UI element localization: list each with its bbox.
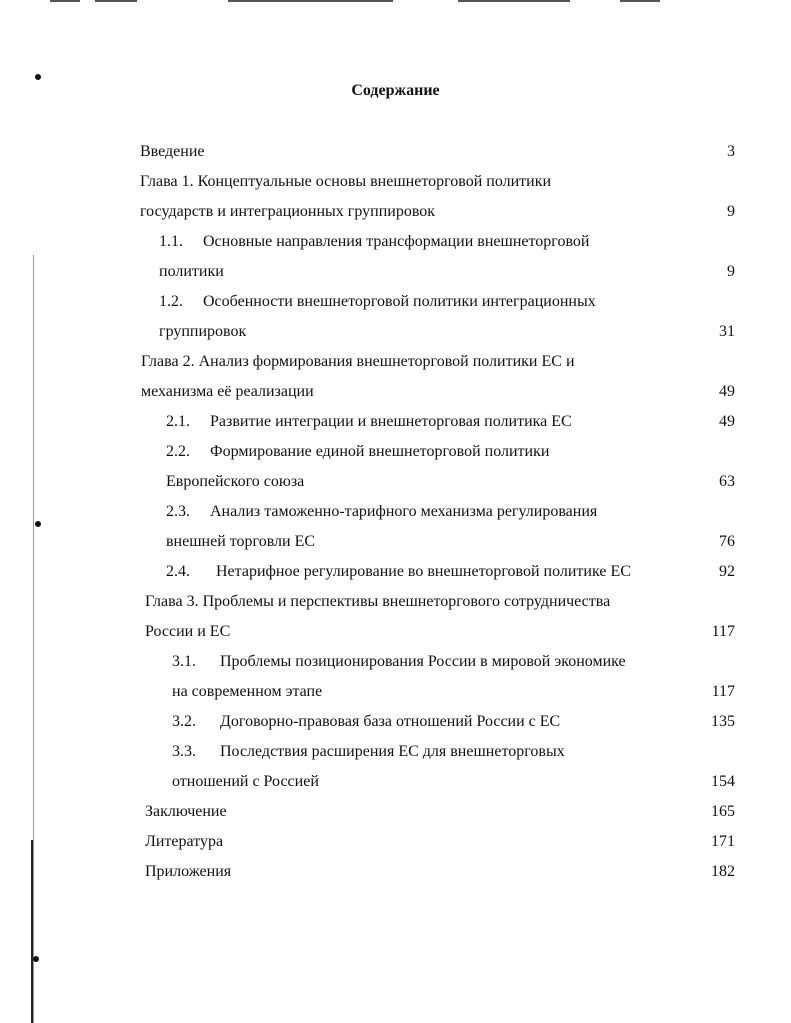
scan-edge-mark [228,0,393,2]
toc-text: Заключение [145,803,227,820]
toc-page-number: 49 [719,413,735,430]
toc-line [0,561,791,583]
toc-text: Особенности внешнеторговой политики интеграционных [203,293,596,310]
toc-section-code: 2.4. [166,563,190,580]
toc-page-number: 135 [711,713,735,730]
toc-section-code: 3.3. [172,743,196,760]
toc-line [0,861,791,883]
toc-text: на современном этапе [172,683,323,700]
toc-page-number: 182 [711,863,735,880]
scan-edge-mark [458,0,570,2]
toc-text: Основные направления трансформации внешнеторговой [203,233,590,250]
toc-page-number: 9 [727,203,735,220]
toc-line [0,681,791,703]
toc-line [0,201,791,223]
toc-text: Формирование единой внешнеторговой политики [210,443,550,460]
toc-text: Глава 1. Концептуальные основы внешнеторговой политики [140,173,552,190]
toc-section-code: 3.2. [172,713,196,730]
toc-page-number: 154 [711,773,735,790]
toc-text: Последствия расширения ЕС для внешнеторговых [220,743,565,760]
toc-page-number: 165 [711,803,735,820]
toc-line [0,141,791,163]
toc-page-number: 31 [719,323,735,340]
toc-text: Развитие интеграции и внешнеторговая политика ЕС [210,413,572,430]
toc-text: группировок [159,323,247,340]
toc-text: Литература [145,833,224,850]
toc-line [0,501,791,523]
toc-page-number: 171 [711,833,735,850]
toc-line [0,411,791,433]
toc-text: Проблемы позиционирования России в мировой экономике [220,653,626,670]
toc-line [0,831,791,853]
toc-section-code: 1.1. [159,233,183,250]
toc-line [0,231,791,253]
toc-line [0,471,791,493]
toc-line [0,291,791,313]
toc-text: Глава 3. Проблемы и перспективы внешнеторгового сотрудничества [145,593,611,610]
page-title: Содержание [351,82,440,99]
toc-line [0,441,791,463]
toc-text: Приложения [145,863,232,880]
toc-page-number: 117 [711,623,735,640]
toc-line [0,741,791,763]
toc-section-code: 2.1. [166,413,190,430]
toc-page-number: 63 [719,473,735,490]
toc-page-number: 92 [719,563,735,580]
toc-page-number: 49 [719,383,735,400]
toc-line [0,651,791,673]
toc-line [0,531,791,553]
scan-edge-mark [50,0,80,2]
toc-line [0,591,791,613]
toc-line [0,171,791,193]
toc-section-code: 1.2. [159,293,183,310]
toc-line [0,321,791,343]
toc-line [0,771,791,793]
toc-text: отношений с Россией [172,773,319,790]
punch-hole [33,956,39,962]
toc-text: политики [159,263,224,280]
toc-line [0,621,791,643]
toc-page-number: 76 [719,533,735,550]
toc-section-code: 2.2. [166,443,190,460]
toc-text: Анализ таможенно-тарифного механизма регулирования [210,503,598,520]
toc-line [0,381,791,403]
toc-text: Европейского союза [166,473,305,490]
scan-edge-mark [95,0,137,2]
toc-text: внешней торговли ЕС [166,533,316,550]
toc-page-number: 117 [711,683,735,700]
toc-text: Глава 2. Анализ формирования внешнеторговой политики ЕС и [141,353,575,370]
punch-hole [35,74,41,80]
toc-text: Нетарифное регулирование во внешнеторговой политике ЕС [216,563,631,580]
toc-line [0,801,791,823]
scan-edge-mark [620,0,660,2]
toc-text: механизма её реализации [141,383,314,400]
toc-text: Введение [140,143,205,160]
toc-line [0,351,791,373]
toc-section-code: 3.1. [172,653,196,670]
toc-page-number: 9 [727,263,735,280]
toc-text: России и ЕС [145,623,231,640]
toc-line [0,261,791,283]
toc-section-code: 2.3. [166,503,190,520]
toc-page-number: 3 [727,143,735,160]
toc-text: государств и интеграционных группировок [140,203,436,220]
toc-text: Договорно-правовая база отношений России с ЕС [220,713,561,730]
toc-line [0,711,791,733]
